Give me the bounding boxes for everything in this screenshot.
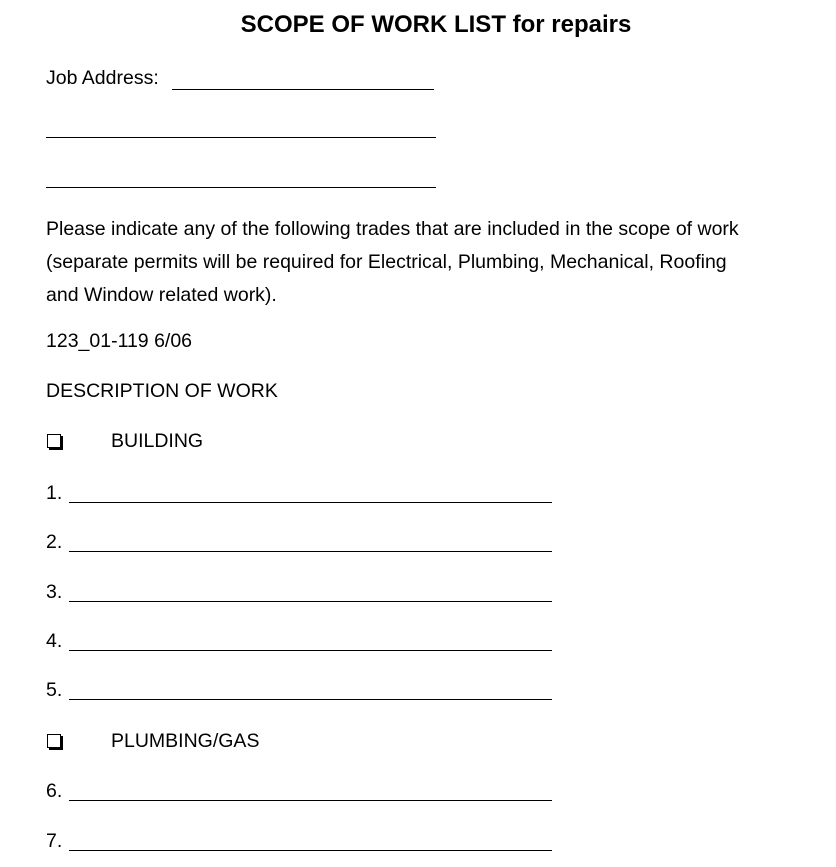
plumbing-gas-trade-label: PLUMBING/GAS [111,730,260,752]
building-item-4-line[interactable] [69,650,552,651]
instructions-line-3: and Window related work). [46,284,277,306]
plumbing-item-7-line[interactable] [69,850,552,851]
job-address-field-line-2[interactable] [46,137,436,138]
job-address-label: Job Address: [46,67,159,89]
building-item-3-line[interactable] [69,601,552,602]
job-address-field-line-1[interactable] [172,89,434,90]
item-number: 7. [46,830,63,852]
building-checkbox[interactable] [47,434,61,448]
item-number: 4. [46,630,63,652]
item-number: 3. [46,581,63,603]
item-number: 5. [46,679,63,701]
form-code: 123_01-119 6/06 [46,330,193,352]
instructions-line-2: (separate permits will be required for Electrical, Plumbing, Mechanical, Roofing [46,251,727,273]
item-number: 6. [46,780,63,802]
building-item-1-line[interactable] [69,502,552,503]
plumbing-gas-checkbox[interactable] [47,734,61,748]
building-item-5-line[interactable] [69,699,552,700]
building-trade-label: BUILDING [111,430,204,452]
item-number: 2. [46,531,63,553]
item-number: 1. [46,482,63,504]
document-title: SCOPE OF WORK LIST for repairs [240,11,632,38]
description-of-work-heading: DESCRIPTION OF WORK [46,380,278,402]
job-address-field-line-3[interactable] [46,187,436,188]
instructions-paragraph [46,213,826,312]
instructions-line-1: Please indicate any of the following trades that are included in the scope of work [46,218,739,240]
building-item-2-line[interactable] [69,551,552,552]
plumbing-item-6-line[interactable] [69,800,552,801]
